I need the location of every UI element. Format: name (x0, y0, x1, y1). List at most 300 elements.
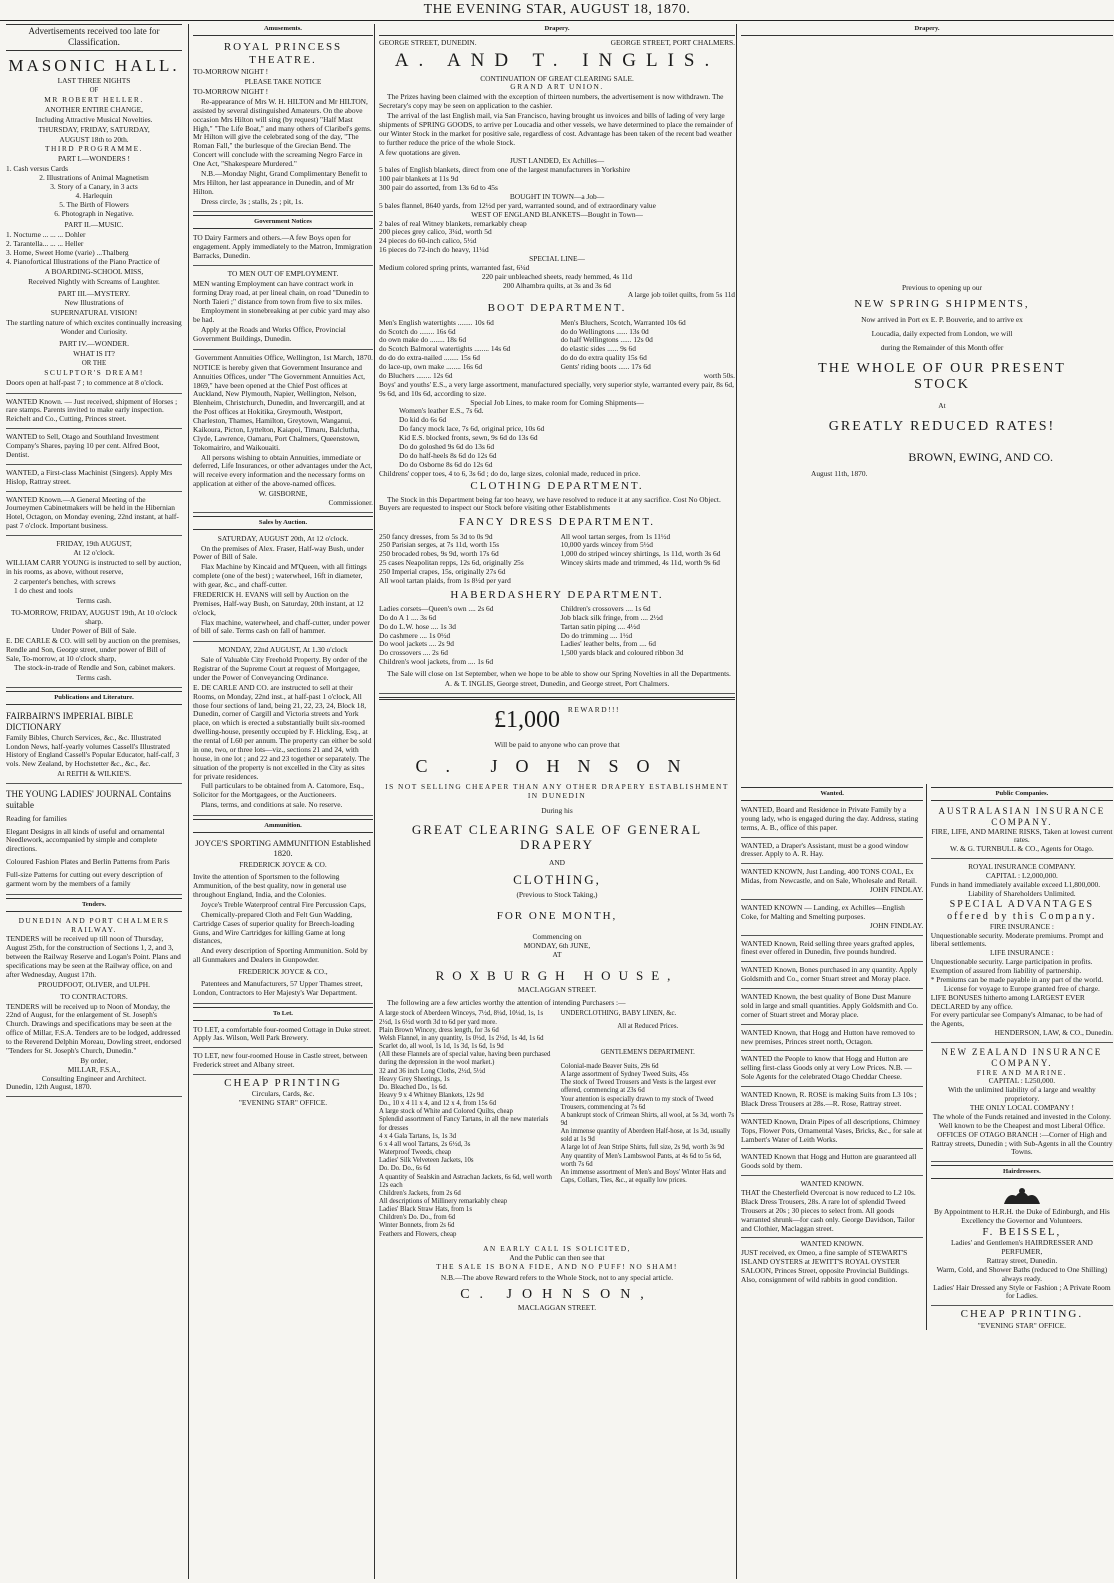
text-line: August 11th, 1870. (811, 469, 868, 479)
johnson-list-left (379, 1010, 553, 1238)
text-line: 200 pieces grey calico, 3¼d, worth 5d (379, 227, 492, 237)
list-item: Men's Bluchers, Scotch, Warranted 10s 6d (560, 317, 686, 327)
text-line: DUNEDIN AND PORT CHALMERS RAILWAY. (18, 915, 170, 934)
reward-line (379, 706, 735, 735)
wanted-ad (741, 1178, 923, 1238)
text-line: FOR ONE MONTH, (496, 910, 618, 923)
wanted-ad: WANTED to Sell, Otago and Southland Investment Company's Shares, paying 10 per cent. Alfred Boot, Dentist. (6, 431, 182, 465)
text-line: SPECIAL ADVANTAGES offered by this Company. (947, 898, 1097, 922)
boot-list-left (379, 319, 553, 381)
to-let-ad: TO LET, new four-roomed House in Castle street, between Frederick street and Albany street. (193, 1050, 373, 1075)
list-item: All at Reduced Prices. (617, 1022, 679, 1030)
text-line: OR THE (81, 359, 107, 367)
text-line: FIRE AND MARINE. (976, 1067, 1068, 1077)
text-line: A few quotations are given. (379, 147, 461, 157)
clothing-text: The Stock in this Department being far too heavy, we have resolved to reduce it at any sacrifice. Cost No Object. Buyers are requested to inspect our Stock before visiting other Establishments (379, 494, 721, 513)
column-3 (374, 24, 735, 1579)
beissel-ad (931, 1182, 1113, 1306)
list-item: Winter Bonnets, from 2s 6d (379, 1222, 455, 1230)
text-line: THAT the Chesterfield Overcoat is now reduced to L2 10s. Black Dress Trousers, 28s. A rare lot of splendid Tweed Trousers at 20s ; 30 pieces to select from. All goods warranted shrunk—for cash only. George Davidson, Tailor and Clothier, Maclaggan street. (741, 1188, 916, 1233)
list-item: Gents' riding boots ...... 17s 6d (560, 362, 651, 372)
text-line: CAPITAL : L250,000. (988, 1076, 1056, 1086)
text-line: ROYAL PRINCESS THEATRE. (223, 40, 343, 67)
wanted-ad: WANTED the People to know that Hogg and Hutton are selling first-class Goods only at very Low Prices. N.B. —Sole Agents for the celebrated Otago Cheddar Cheese. (741, 1053, 923, 1087)
text-line: Employment in stonebreaking at per cubic yard may also be had. (193, 306, 370, 325)
wanted-ad: WANTED Known, Drain Pipes of all descriptions, Chimney Tops, Flower Pots, Ornamental Vases, Bricks, &c., for sale at Lambert's Water of Leith Works. (741, 1116, 923, 1150)
list-item: GENTLEMEN'S DEPARTMENT. (600, 1048, 695, 1056)
text-line: WILLIAM CARR YOUNG is instructed to sell by auction, in his rooms, as above, without reserve, (6, 557, 182, 576)
list-item: 250 fancy dresses, from 5s 3d to 0s 9d (379, 531, 493, 541)
text-line: Circulars, Cards, &c. (251, 1089, 315, 1099)
text-line: TO MEN OUT OF EMPLOYMENT. (227, 268, 339, 278)
auction-ad (193, 644, 373, 816)
text-line: THE WHOLE OF OUR PRESENT STOCK (818, 360, 1066, 393)
text-line: JOYCE'S SPORTING AMMUNITION Established 1820. (195, 838, 371, 859)
list-item: 25 cases Neapolitan repps, 12s 6d, originally 25s (379, 558, 524, 568)
late-ads-heading: Advertisements received too late for Classification. (6, 24, 182, 51)
wanted-ad: WANTED Known, that Hogg and Hutton have removed to new premises, Princes street north, Octagon. (741, 1027, 923, 1052)
text-line: Kid E.S. blocked fronts, sewn, 9s 6d do 13s 6d (399, 433, 538, 443)
text-line: PART I.—WONDERS ! (57, 154, 131, 164)
wanted-section (741, 784, 923, 1330)
text-line: At REITH & WILKIE'S. (57, 769, 131, 779)
text-line: N.B.—Monday Night, Grand Complimentary Benefit to Mrs Hilton, her last appearance in Dunedin, and of Mr Hilton. (193, 168, 368, 196)
hairdressers-heading: Hairdressers. (931, 1165, 1113, 1179)
wanted-heading: Wanted. (741, 787, 923, 801)
text-line: Do do Osborne 8s 6d do 12s 6d (399, 459, 493, 469)
list-item: All wool tartan plaids, from 1s 8½d per yard (379, 575, 511, 585)
text-line: IS NOT SELLING CHEAPER THAN ANY OTHER DRAPERY ESTABLISHMENT IN DUNEDIN (385, 782, 729, 800)
text-line: "EVENING STAR" OFFICE. (238, 1098, 328, 1108)
text-line: during the Remainder of this Month offer (880, 342, 1004, 352)
text-line: MILLAR, F.S.A., (67, 1064, 121, 1074)
text-line: THURSDAY, FRIDAY, SATURDAY, (38, 124, 150, 134)
text-line: Warm, Cold, and Shower Baths (reduced to One Shilling) always ready. (936, 1264, 1108, 1283)
text-line: 16 pieces do 72-inch do heavy, 11¼d (379, 245, 489, 255)
haberdashery-dept-title: HABERDASHERY DEPARTMENT. (450, 588, 664, 601)
gov-ad: TO Dairy Farmers and others.—A few Boys open for engagement. Apply immediately to the Matron, Immigration Barracks, Dunedin. (193, 232, 373, 266)
list-item: Do do trimming .... 1½d (560, 630, 633, 640)
list-item: do own make do ........ 18s 6d (379, 335, 467, 345)
list-item: Heavy Grey Sheetings, 1s (379, 1075, 450, 1083)
text-line: New Illustrations of (64, 298, 124, 308)
text-line: The following are a few articles worthy the attention of intending Purchasers :— (387, 997, 626, 1007)
text-line: Under Power of Bill of Sale. (51, 625, 137, 635)
inglis-firm-name: A. AND T. INGLIS. (394, 49, 720, 71)
haber-list-right (561, 605, 735, 667)
text-line: Patentees and Manufacturers, 57 Upper Thames street, London, Contractors to Her Majesty's War Department. (193, 978, 363, 997)
column-2 (188, 24, 373, 1579)
text-line: And every description of Sporting Ammunition. Sold by all Gunmakers and Dealers in Gunpowder. (193, 946, 368, 965)
text-line: Consulting Engineer and Architect. (41, 1073, 147, 1083)
text-line: WEST OF ENGLAND BLANKETS—Bought in Town— (471, 209, 643, 219)
text-line: Women's leather E.S., 7s 6d. (399, 406, 484, 416)
text-line: PART IV.—WONDER. (59, 338, 129, 348)
text-line: With the unlimited liability of a large and wealthy proprietory. (947, 1085, 1096, 1104)
auction-ad (6, 538, 182, 688)
text-line: PART II.—MUSIC. (64, 220, 124, 230)
text-line: TENDERS will be received up to Noon of Monday, the 22nd of August, for the enlargement of St. Joseph's Church. Drawings and specifications may be seen at the office of Millar, F.S.A. Tenders are to be lodged, addressed to the Reverend Delphin Moreau, Dowling street, endorsed "Tenders for St. Joseph's Church, Dunedin." (6, 1001, 182, 1055)
text-line: E. DE CARLE AND CO. are instructed to sell at their Rooms, on Monday, 22nd inst., at half-past 1 o'clock, All those four sections of land, being 21, 22, 23, 24, Block 18, Dunedin, corner of Cargill and Victoria streets and York place, on which is erected a substantially built six-roomed dwelling-house, presently occupied by F. Hickling, Esq., at the rental of L60 per annum. The property can either be sold in one, two, or three lots—viz., sections 21 and 24, with house, in one lot ; and 22 and 23 together or separately. The situation of the property is not excelled in the City as sites for private residences. (193, 682, 372, 781)
ammunition-heading: Ammunition. (193, 819, 373, 833)
text-line: TENDERS will be received up till noon of Thursday, August 25th, for the construction of Sections 1, 2, and 3, between the Railway Reserve and Logan's Point. Plans and specifications may be seen at the Railway office, on and after Wednesday, August 17th. (6, 934, 181, 979)
public-companies-section (926, 784, 1113, 1330)
haber-list-left (379, 605, 553, 667)
to-let-ad: TO LET, a comfortable four-roomed Cottage in Duke street. Apply Jas. Wilson, Well Park Brewery. (193, 1024, 373, 1049)
fancy-list-left (379, 533, 553, 586)
inglis-sale (379, 75, 735, 300)
johnson-name: C. JOHNSON (415, 755, 699, 776)
wanted-ad: WANTED Known. — Just received, shipment of Horses ; rare stamps. Parents invited to make early inspection. Reichelt and Co., Cutting, Princes street. (6, 396, 182, 430)
list-item: An immense quantity of Aberdeen Half-hose, at 1s 3d, usually sold at 1s 9d (560, 1128, 731, 1144)
text-line: Plans, terms, and conditions at sale. No reserve. (201, 800, 343, 810)
text-line: Commissioner. (328, 497, 373, 507)
text-line: WANTED KNOWN, Just Landing, 400 TONS COAL, Ex Midas, from Newcastle, and on Sale, Wholesale and Retail. (741, 867, 917, 886)
to-let-heading: To Let. (193, 1007, 373, 1021)
text-line: FREDERICK JOYCE & CO., (238, 967, 328, 976)
text-line: 2 carpenter's benches, with screws (14, 576, 116, 586)
list-item: Ladies' leather belts, from .... 6d (560, 639, 656, 649)
text-line: PROUDFOOT, OLIVER, and ULPH. (38, 979, 150, 989)
list-item: do do Wellingtons ...... 13s 0d (560, 326, 649, 336)
list-item: Ladies corsets—Queen's own .... 2s 6d (379, 603, 494, 613)
text-line: 1. Nocturne ... ... ... Dohler (6, 230, 86, 240)
text-line: Elegant Designs in all kinds of useful and ornamental Needlework, accompanied by simple and complete directions. (6, 826, 165, 854)
text-line: OFFICES OF OTAGO BRANCH :—Corner of High and Rattray streets, Dunedin ; with Sub-Agents in all the Country Towns. (931, 1129, 1113, 1157)
text-line: Flax machine, waterwheel, and chaff-cutter, under power of bill of sale. Terms cash on fall of hammer. (193, 617, 370, 636)
text-line: BOUGHT IN TOWN—a Job— (509, 191, 605, 201)
list-item: A large stock of Aberdeen Winceys, 7½d, 8¼d, 10¼d, 1s, 1s 2½d, 1s 6½d worth 3d to 6d per yard more. (379, 1010, 544, 1026)
text-line: FIRE, LIFE, AND MARINE RISKS, Taken at lowest current rates. (931, 826, 1113, 845)
text-line: GEORGE STREET, PORT CHALMERS. (610, 37, 735, 47)
text-line: FREDERICK JOYCE & CO. (239, 860, 327, 870)
text-line: REWARD!!! (567, 704, 620, 714)
text-line: The whole of the Funds retained and invested in the Colony. (932, 1111, 1112, 1121)
list-item: Children's Jackets, from 2s 6d (379, 1189, 461, 1197)
reward-amount: £1,000 (494, 706, 561, 733)
text-line: 1. Cash versus Cards (6, 164, 68, 174)
list-item: Ladies' Silk Velveteen Jackets, 10s (379, 1157, 474, 1165)
text-line: The Sale will close on 1st September, when we hope to be able to show our Spring Novelties in all the Departments. (387, 669, 731, 679)
text-line: SPECIAL LINE— (529, 254, 585, 264)
text-line: JOHN FINDLAY. (869, 885, 924, 895)
printing-ad (193, 1077, 373, 1108)
brown-ewing-ad (741, 39, 1113, 479)
wanted-ad (741, 902, 923, 936)
text-line: Funds in hand immediately available exceed L1,800,000. (930, 879, 1101, 889)
text-line: "EVENING STAR" OFFICE. (977, 1320, 1066, 1330)
text-line: MACLAGGAN STREET. (517, 984, 597, 994)
list-item: 250 Imperial crapes, 15s, originally 27s 6d (379, 567, 506, 577)
wanted-ad: WANTED, a Draper's Assistant, must be a good window dresser. Apply to A. R. Hay. (741, 840, 923, 865)
list-item: Do crossovers .... 2s 6d (379, 648, 448, 658)
performer-name: MR ROBERT HELLER. (44, 95, 144, 105)
royal-arms-icon (1000, 1186, 1044, 1206)
text-line: TO-MORROW NIGHT ! (193, 87, 269, 97)
wanted-ad: WANTED Known, the best quality of Bone Dust Manure sold in large and small quantities. Apply Goldsmith and Co. corner of Stuart street and Moray place. (741, 991, 923, 1025)
list-item: Your attention is especially drawn to my stock of Tweed Trousers, commencing at 7s 6d (560, 1095, 714, 1111)
boot-dept-title: BOOT DEPARTMENT. (487, 302, 627, 315)
masonic-hall-ad (6, 54, 182, 394)
ladies-journal-ad (6, 786, 182, 895)
list-item: 4 x 4 Gala Tartans, 1s, 1s 3d (379, 1132, 456, 1140)
text-line: Do kid do 6s 6d (399, 415, 447, 425)
text-line: Do do goloshed 9s 6d do 13s 6d (399, 441, 495, 451)
text-line: Terms cash. (76, 596, 112, 606)
text-line: AND (548, 857, 565, 867)
text-line: Now arrived in Port ex E. P. Bouverie, and to arrive ex (861, 314, 1023, 324)
list-item: Ladies' Black Straw Hats, from 1s (379, 1206, 472, 1214)
text-line: (Previous to Stock Taking,) (516, 890, 598, 900)
list-item: do half Wellingtons ...... 12s 0d (560, 335, 653, 345)
list-item: Heavy 9 x 4 Whitney Blankets, 12s 9d (379, 1091, 484, 1099)
list-item: Children's crossovers .... 1s 6d (560, 603, 651, 613)
text-line: At 12 o'clock. (73, 547, 115, 557)
wanted-ad: WANTED Known, Bones purchased in any quantity. Apply Goldsmith and Co., corner Stuart street and Moray place. (741, 964, 923, 989)
text-line: 220 pair unbleached sheets, ready hemmed, 4s 11d (481, 271, 633, 281)
text-line: AN EARLY CALL IS SOLICITED, (483, 1243, 631, 1253)
list-item: 1,500 yards black and coloured ribbon 3d (560, 648, 684, 658)
text-line: 3. Story of a Canary, in 3 acts (50, 181, 138, 191)
list-item: Do. Do. Do., 6s 6d (379, 1165, 431, 1173)
text-line: Apply at the Roads and Works Office, Provincial Government Buildings, Dunedin. (193, 325, 346, 344)
text-line: LAST THREE NIGHTS (57, 75, 131, 85)
list-item: do elastic sides ...... 9s 6d (560, 344, 636, 354)
list-item: worth 50s. (703, 370, 735, 380)
boot-list-right (561, 319, 735, 381)
text-line: WANTED KNOWN — Landing, ex Achilles—English Coke, for Malting and Smelting purposes. (741, 902, 905, 921)
list-item: Scarlet do, all wool, 1s 1d, 1s 3d, 1s 6d, 1s 9d (379, 1043, 504, 1051)
fancy-list-right (561, 533, 735, 586)
wanted-ad (741, 1240, 923, 1284)
auction-ad (193, 533, 373, 643)
list-item: Plain Brown Wincey, dress length, for 3s 6d (379, 1026, 499, 1034)
text-line: FRIDAY, 19th AUGUST, (56, 539, 132, 549)
text-line: Doors open at half-past 7 ; to commence at 8 o'clock. (6, 377, 164, 387)
text-line: CAPITAL : L2,000,000. (985, 871, 1058, 880)
list-item: Any quantity of Men's Lambswool Pants, at 4s 6d to 5s 6d, worth 7s 6d (560, 1152, 722, 1168)
text-line: CONTINUATION OF GREAT CLEARING SALE. (480, 73, 634, 83)
text-line: MEN wanting Employment can have contract work in forming Dray road, at per lineal chain, on road "Dunedin to North Taieri ;" distance from town from five to six miles. (193, 278, 369, 306)
list-item: do lace-up, own make ........ 16s 6d (379, 362, 483, 372)
wanted-ad: WANTED Known.—A General Meeting of the Journeymen Cabinetmakers will be held in the Hibernian Hotel, Octagon, on Monday evening, 22nd instant, at half-past 7 o'clock. Important business. (6, 494, 182, 537)
programme-part-2 (6, 231, 182, 267)
text-line: 4. Pianofortical Illustrations of the Piano Practice of (6, 256, 160, 266)
text-line: F. BEISSEL, (982, 1226, 1062, 1238)
list-item: Do cashmere .... 1s 0½d (379, 630, 451, 640)
divider (379, 697, 735, 700)
text-line: Do do half-heels 8s 6d do 12s 6d (399, 450, 497, 460)
text-line: Full-size Patterns for cutting out every description of garment worn by the members of a family (6, 870, 163, 888)
masthead: THE EVENING STAR, AUGUST 18, 1870. (0, 0, 1114, 21)
text-line: Government Annuities Office, Wellington, 1st March, 1870. (195, 352, 373, 362)
amusements-heading: Amusements. (193, 24, 373, 36)
text-line: JOHN FINDLAY. (869, 920, 924, 930)
text-line: Do fancy mock lace, 7s 6d, original price, 10s 6d (399, 424, 545, 434)
list-item: A large stock of White and Colored Quilts, cheap (379, 1108, 513, 1116)
list-item: Do do L.W. hose .... 1s 3d (379, 621, 456, 631)
text-line: HENDERSON, LAW, & CO., Dunedin. (994, 1028, 1113, 1038)
list-item: UNDERCLOTHING, BABY LINEN, &c. (560, 1010, 677, 1018)
text-line: Invite the attention of Sportsmen to the following Ammunition, of the best quality, now in general use throughout England, India, and the Colonies. (193, 872, 347, 899)
clothing-dept-title: CLOTHING DEPARTMENT. (470, 480, 644, 493)
text-line: 100 pair blankets at 11s 9d (379, 174, 459, 184)
column-4 (736, 24, 1113, 1579)
text-line: JUST LANDED, Ex Achilles— (509, 156, 605, 166)
text-line: Sale of Valuable City Freehold Property. By order of the Registrar of the Supreme Court at request of Mortgagee, under the Power of Conveyancing Ordinance. (193, 655, 368, 682)
text-line: All persons wishing to obtain Annuities, immediate or deferred, Life Insurances, or other advantages under the Act, will receive every information and the necessary forms on application at either of the above-named offices. (193, 452, 373, 489)
list-item: Do do A 1 .... 3s 6d (379, 612, 437, 622)
johnson-ad (379, 706, 735, 1313)
programme-part-1 (6, 165, 182, 218)
text-line: AUSTRALASIAN INSURANCE COMPANY. (938, 805, 1106, 827)
text-line: THIRD PROGRAMME. (45, 144, 143, 154)
text-line: During his (541, 805, 573, 815)
text-line: Also, consignment of wild rabbits in good condition. (741, 1274, 898, 1284)
public-companies-heading: Public Companies. (931, 787, 1113, 801)
list-item: Splendid assortment of Fancy Tartans, in all the new materials for dresses (379, 1116, 549, 1132)
text-line: Re-appearance of Mrs W. H. HILTON and Mr HILTON, assisted by several distinguished Amateurs. On the above occasion Mrs Hilton will sing (by request) "Half Mast High," "The Life Boat," and many others of Claribel's gems. Mr Hilton will give the celebrated song of the day, "The Roman Fall," the burlesque of the Grecian Bend. The Concert will conclude with the screaming Negro Farce in One Act, "Shakespeare Murdered." (193, 96, 372, 169)
text-line: OF (89, 86, 99, 94)
text-line: GREAT CLEARING SALE OF GENERAL DRAPERY (411, 821, 703, 853)
printing-ad-2 (931, 1308, 1113, 1330)
text-line: GREATLY REDUCED RATES! (828, 419, 1056, 435)
text-line: And the Public can then see that (509, 1252, 605, 1262)
list-item: Feathers and Flowers, cheap (379, 1230, 457, 1238)
list-item: All descriptions of Millinery remarkably cheap (379, 1198, 508, 1205)
list-item: Children's wool jackets, from .... 1s 6d (379, 657, 494, 667)
list-item: Waterproof Tweeds, cheap (379, 1149, 452, 1157)
text-line: CHEAP PRINTING (224, 1077, 342, 1090)
text-line: Loucadia, daily expected from London, we will (871, 328, 1013, 338)
text-line: Will be paid to anyone who can prove that (494, 739, 620, 749)
text-line: CLOTHING, (513, 871, 601, 887)
text-line: Ladies' Hair Dressed any Style or Fashion ; A Private Room for Ladies. (933, 1282, 1111, 1301)
roxburgh-house: ROXBURGH HOUSE, (435, 968, 679, 984)
text-line: E. DE CARLE & CO. will sell by auction on the premises, Rendle and Son, George street, under power of Bill of Sale, To-morrow, at 10 o'clock sharp, (6, 635, 181, 663)
list-item: A quantity of Sealskin and Astrachan Jackets, 6s 6d, well worth 12s each (379, 1173, 552, 1189)
text-line: TO-MORROW, FRIDAY, AUGUST 19th, At 10 o'clock sharp. (10, 608, 178, 627)
haberdashery-lists (379, 605, 735, 667)
text-line: Full particulars to be obtained from A. Catomore, Esq., Solicitor for the Mortgagees, or the Auctioneers. (193, 781, 364, 800)
text-line: 300 pair do assorted, from 13s 6d to 45s (379, 183, 498, 193)
text-line: SUPERNATURAL VISION! (50, 308, 138, 318)
list-item: Men's English watertights ........ 10s 6d (379, 317, 494, 327)
text-line: The arrival of the last English mail, via San Francisco, having brought us invoices and bills of lading of very large shipments of SPRING GOODS, to arrive per Loucadia and other vessels, we have determined to place the remainder of our Winter Stock in the market for positive sale, regardless of cost. Advantage has been taken of the recent bad weather to further reduce the price of the whole Stock. (379, 111, 733, 147)
text-line: Boys' and youths' E.S., a very large assortment, manufactured specially, very superior style, warranted every pair, 8s 6d, 9s 6d, and 10s 6d, according to size. (379, 379, 734, 398)
text-line: MONDAY, 22nd AUGUST, At 1.30 o'clock (218, 645, 348, 655)
drapery-heading: Drapery. (379, 24, 735, 36)
list-item: A large lot of Jean Stripe Shirts, full size, 2s 9d, worth 3s 9d (560, 1144, 725, 1152)
fancy-dept-title: FANCY DRESS DEPARTMENT. (458, 516, 655, 529)
list-item: do Bluchers ........ 12s 6d (379, 370, 453, 380)
text-line: TO-MORROW NIGHT ! (193, 67, 269, 77)
list-item: A large assortment of Sydney Tweed Suits, 45s (560, 1071, 689, 1079)
fancy-lists (379, 533, 735, 586)
text-line: FAIRBAIRN'S IMPERIAL BIBLE DICTIONARY (6, 711, 134, 732)
text-line: NOTICE is hereby given that Government Insurance and Annuities Offices, under "The Government Annuities Act, 1869," have been opened at the Chief Post offices at Auckland, New Plymouth, Napier, Wellington, Nelson, Blenheim, Christchurch, Dunedin, and Invercargill, and at the Post offices at Hokitika, Greymouth, Westport, Charleston, Thames, Hamilton, Greytown, Wanganui, Kaikoura, Picton, Lyttelton, Kaiapoi, Timaru, Balclutha, Clyde, Lawrence, Oamaru, Port Chalmers, Queenstown, Tokomairiro, and Waikouaiti. (193, 362, 366, 452)
list-item: All wool tartan serges, from 1s 11½d (560, 531, 671, 541)
wanted-ad: WANTED Known, Reid selling three years grafted apples, finest ever offered in Dunedin, five pounds hundred. (741, 938, 923, 963)
text-line: * Premiums can be made payable in any part of the world. (930, 974, 1104, 984)
text-line: At (938, 401, 946, 411)
list-item: Do. Bleached Do., 1s 6d. (379, 1083, 448, 1091)
text-line: Commencing on (532, 932, 582, 942)
list-item: 1,000 do striped wincey shirtings, 1s 11d, worth 3s 6d (560, 549, 721, 559)
text-line: 5 bales of English blankets, direct from one of the largest manufacturers in Yorkshire (379, 165, 631, 175)
tenders-heading: Tenders. (6, 898, 182, 912)
text-line: MONDAY, 6th JUNE, (523, 941, 591, 951)
list-item: Children's Do. Do., from 6d (379, 1214, 456, 1222)
publications-ad (6, 708, 182, 784)
list-item: Welsh Flannel, in any quantity, 1s 0½d, 1s 2½d, 1s 4d, 1s 6d (379, 1034, 544, 1042)
publications-heading: Publications and Literature. (6, 691, 182, 705)
text-line: 4. Harlequin (75, 190, 113, 200)
list-item: 10,000 yards wincey from 5½d (560, 540, 653, 550)
text-line: 5 bales flannel, 8640 yards, from 12½d per yard, warranted sound, and of extraordinary value (379, 200, 656, 210)
text-line: Family Bibles, Church Services, &c., &c. Illustrated London News, half-yearly volumes Cassell's Illustrated History of England Cassell's Popular Educator, half-calf, 3 vols. New Zealand, by Hochstetter &c., &c., &c. (6, 732, 180, 769)
text-line: WANTED KNOWN. (800, 1179, 864, 1189)
royal-insurance-ad (931, 861, 1113, 1043)
list-item: do do do extra quality 15s 6d (560, 353, 647, 363)
text-line: GRAND ART UNION. (510, 82, 604, 92)
text-line: N.B.—The above Reward refers to the Whole Stock, not to any special article. (440, 1273, 674, 1283)
text-line: GEORGE STREET, DUNEDIN. (379, 37, 477, 47)
text-line: 200 Alhambra quilts, at 3s and 3s 6d (503, 280, 611, 290)
johnson-lists (379, 1010, 735, 1238)
text-line: On the premises of Alex. Fraser, Half-way Bush, under Power of Bill of Sale. (193, 543, 364, 562)
text-line: 5. The Birth of Flowers (59, 199, 129, 209)
text-line: CHEAP PRINTING. (960, 1308, 1084, 1321)
text-line: Unquestionable security. Moderate premiums. Prompt and liberal settlements. (930, 930, 1104, 949)
text-line: Joyce's Treble Waterproof central Fire Percussion Caps, (201, 899, 367, 909)
annuities-ad (193, 352, 373, 513)
text-line: THE ONLY LOCAL COMPANY ! (969, 1103, 1074, 1113)
text-line: FIRE INSURANCE : (989, 921, 1054, 931)
text-line: ROYAL INSURANCE COMPANY. (968, 862, 1076, 872)
employment-ad (193, 268, 373, 350)
text-line: Rattray street, Dunedin. (986, 1255, 1058, 1265)
text-line: 2. Tarantella... ... ... Heller (6, 239, 84, 249)
text-line: Ladies' and Gentlemen's HAIRDRESSER AND PERFUMER, (950, 1238, 1093, 1257)
list-item: Wincey skirts made and trimmed, 4s 11d, worth 9s 6d (560, 558, 720, 568)
government-heading: Government Notices (193, 215, 373, 229)
list-item: 250 Parisian serges, at 7s 11d, worth 15s (379, 540, 500, 550)
text-line: W. GISBORNE, (258, 489, 308, 499)
boot-lists (379, 319, 735, 381)
johnson-list-right (561, 1010, 735, 1238)
text-line: Special Job Lines, to make room for Coming Shipments— (470, 397, 644, 407)
text-line: FREDERICK H. EVANS will sell by Auction on the Premises, Half-way Bush, on Saturday, 20th instant, at 12 o'clock, (193, 589, 364, 617)
text-line: 1 do chest and tools (14, 586, 73, 596)
text-line: NEW ZEALAND INSURANCE COMPANY. (941, 1047, 1103, 1068)
text-line: Received Nightly with Screams of Laughter. (28, 276, 160, 286)
text-line: MACLAGGAN STREET. (517, 1303, 597, 1313)
list-item: do do do extra-nailed ........ 15s 6d (379, 353, 480, 363)
list-item: 6 x 4 all wool Tartans, 2s 6½d, 3s (379, 1140, 471, 1148)
text-line: Medium colored spring prints, warranted fast, 6¼d (379, 262, 530, 272)
drapery-heading-2: Drapery. (741, 24, 1113, 36)
wanted-ad: WANTED, Board and Residence in Private Family by a young lady, who is engaged during the day. Address, stating terms, A. B., office of this paper. (741, 804, 923, 838)
text-line: THE YOUNG LADIES' JOURNAL Contains suitable (6, 789, 171, 810)
text-line: SATURDAY, AUGUST 20th, At 12 o'clock. (217, 533, 349, 543)
inglis-footer (379, 667, 735, 694)
text-line: TO CONTRACTORS. (60, 991, 128, 1001)
text-line: Dunedin, 12th August, 1870. (6, 1082, 92, 1092)
list-item: do Scotch do ........ 16s 6d (379, 326, 456, 336)
list-item: Tartan satin piping .... 4½d (560, 621, 640, 631)
text-line: W. & G. TURNBULL & CO., Agents for Otago. (950, 844, 1094, 854)
